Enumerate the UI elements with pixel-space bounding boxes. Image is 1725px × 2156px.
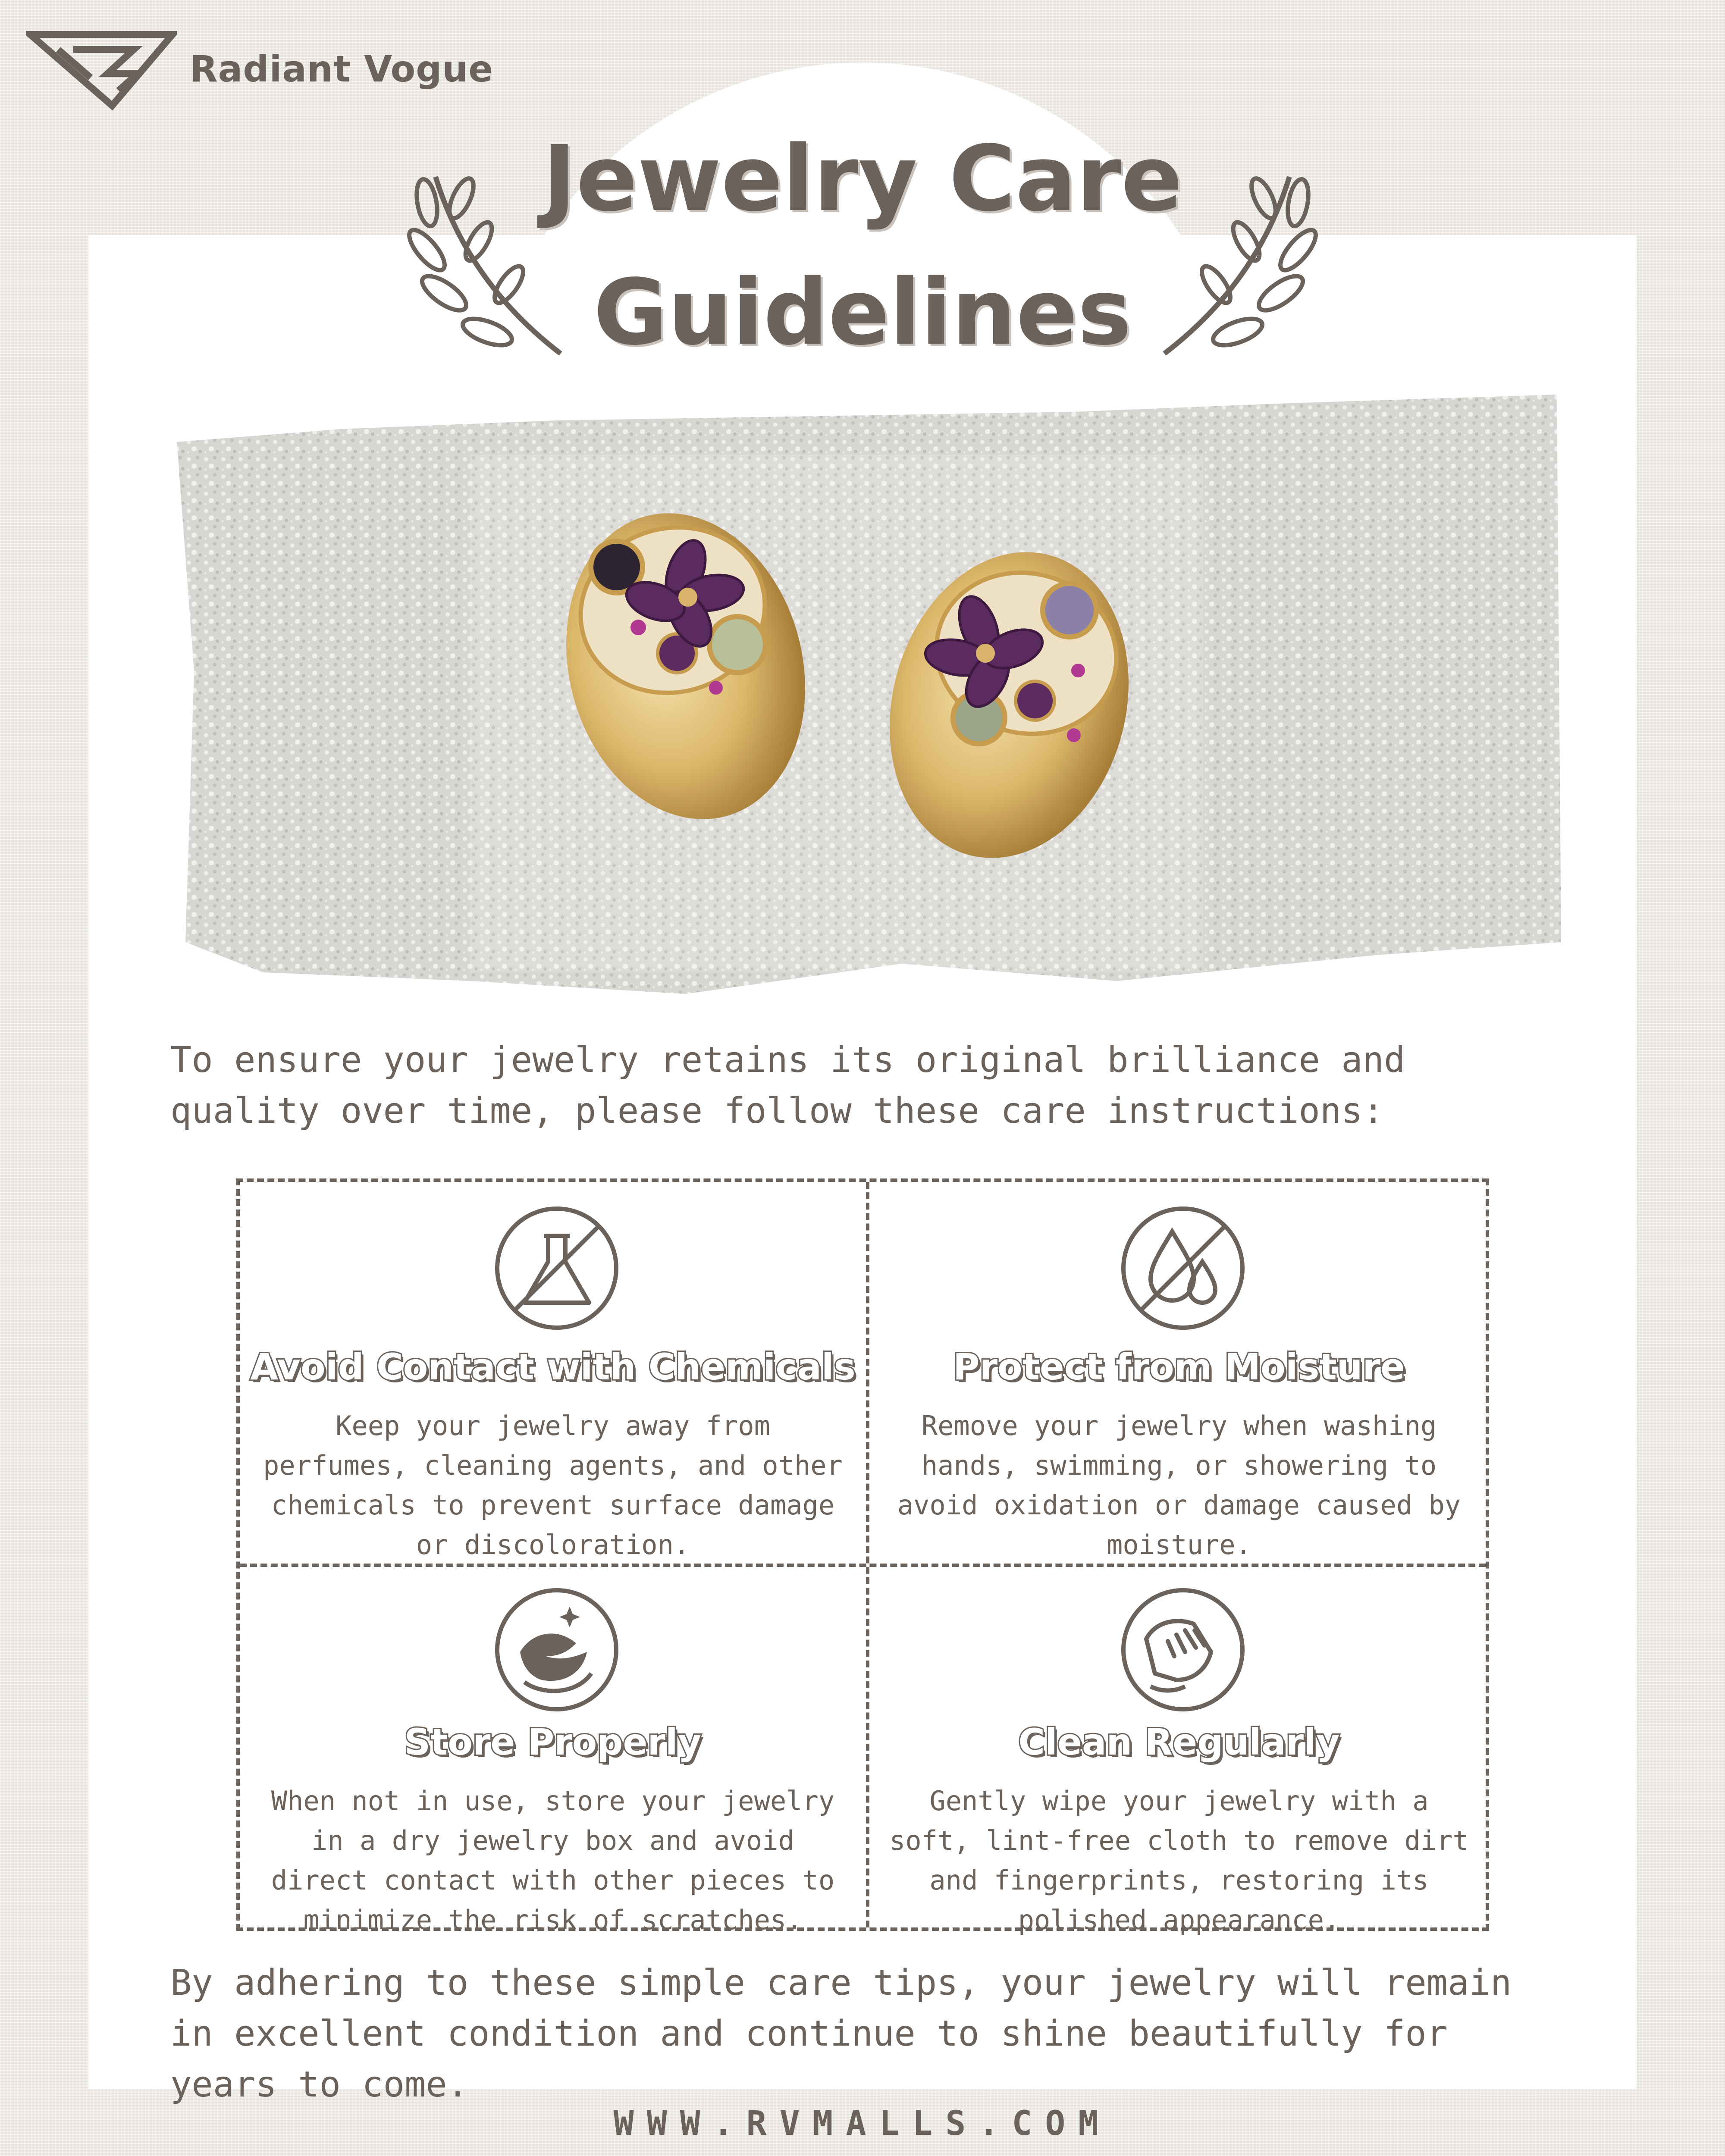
no-moisture-icon xyxy=(1120,1206,1245,1331)
tip-body: Keep your jewelry away from perfumes, cleaning agents, and other chemicals to prevent surface damage or discoloration. xyxy=(263,1410,843,1561)
tip-card-storage xyxy=(240,1566,866,1945)
tip-body: Remove your jewelry when washing hands, swimming, or showering to avoid oxidation or damage caused by moisture. xyxy=(897,1410,1461,1561)
tip-body: When not in use, store your jewelry in a dry jewelry box and avoid direct contact with other pieces to minimize the risk of scratches. xyxy=(271,1785,835,1936)
intro-text: To ensure your jewelry retains its original brilliance and quality over time, please follow these care instructions: xyxy=(170,1040,1405,1131)
earrings-photo xyxy=(168,369,1561,998)
tip-card-cleaning xyxy=(866,1566,1492,1945)
outro-text: By adhering to these simple care tips, your jewelry will remain in excellent condition and continue to shine beautifully for years to come. xyxy=(170,1962,1512,2105)
brand-logo xyxy=(26,26,493,112)
website-url[interactable]: WWW.RVMALLS.COM xyxy=(613,2104,1112,2143)
tip-card-moisture xyxy=(866,1182,1492,1561)
brand-logo-icon xyxy=(26,26,177,112)
tip-title: Avoid Contact with Chemicals xyxy=(250,1346,856,1388)
tip-body: Gently wipe your jewelry with a soft, lint-free cloth to remove dirt and fingerprints, restoring its polished appearance. xyxy=(889,1785,1469,1936)
tip-title: Store Properly xyxy=(404,1721,702,1763)
storage-icon xyxy=(494,1587,619,1712)
page-title-line1: Jewelry Care xyxy=(542,126,1183,232)
tip-title: Clean Regularly xyxy=(1018,1721,1340,1763)
page-title-line2: Guidelines xyxy=(593,260,1132,365)
care-tips-grid xyxy=(236,1178,1489,1936)
tip-card-chemicals xyxy=(240,1182,866,1561)
no-chemicals-icon xyxy=(494,1206,619,1331)
page-title xyxy=(431,112,1294,379)
cleaning-cloth-icon xyxy=(1120,1587,1245,1712)
brand-name: Radiant Vogue xyxy=(190,48,494,90)
tip-title: Protect from Moisture xyxy=(953,1346,1405,1388)
